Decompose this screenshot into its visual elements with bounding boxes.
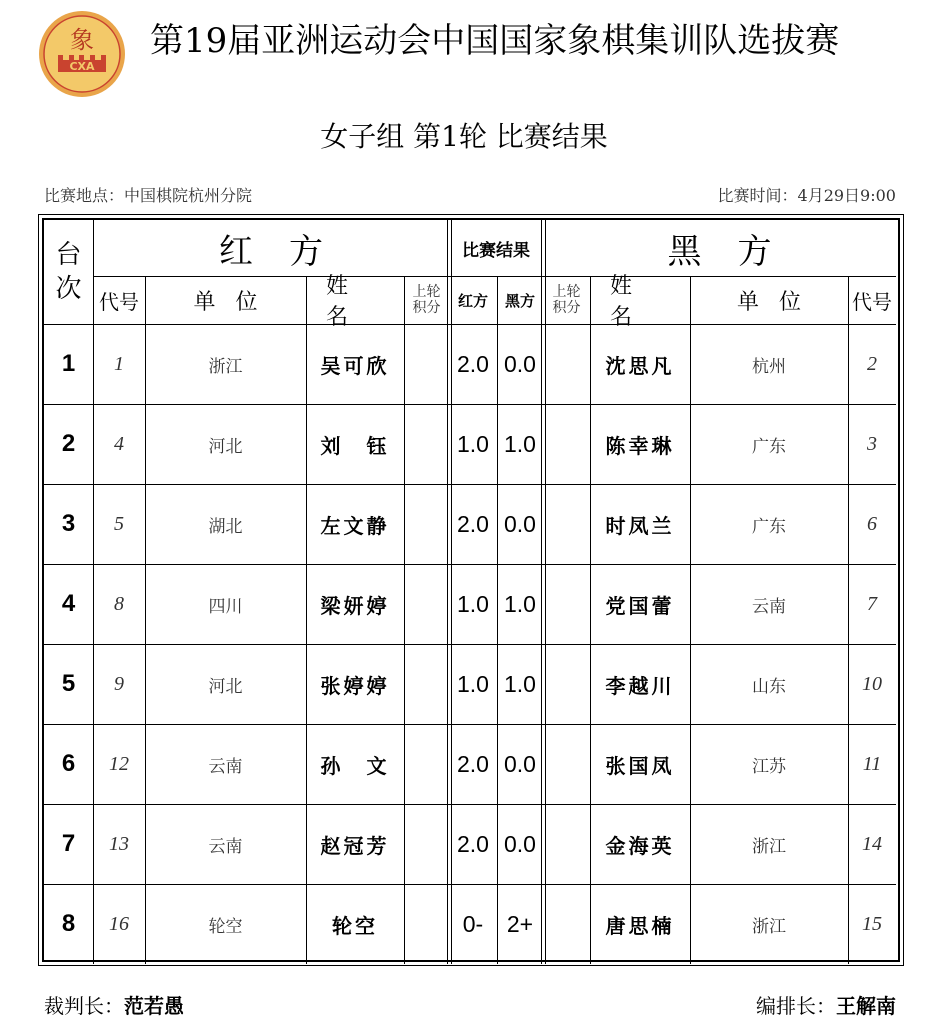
scheduler-name: 王解南 <box>836 994 896 1018</box>
red-code: 9 <box>114 672 124 695</box>
black-result: 0.0 <box>504 750 536 777</box>
black-result: 0.0 <box>504 350 536 377</box>
red-unit: 河北 <box>208 676 243 697</box>
referee-line <box>44 990 184 1019</box>
black-name: 张国凤 <box>605 753 675 778</box>
red-name: 轮空 <box>332 913 378 938</box>
black-result: 2+ <box>506 910 534 937</box>
black-code: 10 <box>862 672 882 695</box>
red-code: 4 <box>114 432 124 455</box>
red-code: 5 <box>114 512 124 535</box>
black-code: 6 <box>867 512 877 535</box>
col-red-prev-text: 上轮积分 <box>412 284 441 316</box>
red-result: 2.0 <box>457 510 489 537</box>
red-unit: 河北 <box>208 436 243 457</box>
black-name: 时凤兰 <box>605 513 675 538</box>
red-unit: 湖北 <box>208 516 243 537</box>
tai-header <box>44 220 93 324</box>
black-prev-score <box>543 404 590 484</box>
red-result: 2.0 <box>457 750 489 777</box>
red-name: 张婷婷 <box>320 673 390 698</box>
col-red-score: 红方 <box>457 291 488 310</box>
board-number: 4 <box>61 590 76 617</box>
tai-header-text: 台次 <box>55 240 82 304</box>
black-prev-score <box>543 644 590 724</box>
red-prev-score <box>404 324 449 404</box>
logo-glyph: 象 <box>70 26 94 54</box>
black-unit: 山东 <box>752 676 786 697</box>
red-name: 刘 钰 <box>320 433 390 458</box>
black-name: 金海英 <box>605 833 675 858</box>
referee-name: 范若愚 <box>124 994 184 1018</box>
col-black-prev-text: 上轮积分 <box>552 284 581 316</box>
board-number: 7 <box>61 830 76 857</box>
board-number: 5 <box>61 670 76 697</box>
page-subtitle: 女子组 第1轮 比赛结果 <box>320 120 608 153</box>
black-code: 2 <box>867 352 877 375</box>
black-unit: 广东 <box>752 516 786 537</box>
black-name: 党国蕾 <box>605 593 675 618</box>
col-red-prev <box>404 276 449 324</box>
red-result: 1.0 <box>457 430 489 457</box>
referee-label: 裁判长： <box>44 994 124 1018</box>
scheduler-label: 编排长： <box>756 994 836 1018</box>
col-black-unit: 单位 <box>736 289 821 315</box>
black-name: 李越川 <box>605 673 675 698</box>
red-unit: 云南 <box>208 836 243 857</box>
black-unit: 云南 <box>752 596 786 617</box>
time-text: 比赛时间：4月29日9:00 <box>717 186 896 205</box>
col-black-prev <box>543 276 590 324</box>
red-result: 2.0 <box>457 830 489 857</box>
red-name: 孙 文 <box>320 753 390 778</box>
red-name: 吴可欣 <box>320 353 390 378</box>
red-name: 梁妍婷 <box>320 593 390 618</box>
col-red-unit: 单位 <box>193 289 278 315</box>
red-name: 赵冠芳 <box>320 833 390 858</box>
black-prev-score <box>543 484 590 564</box>
black-side-header: 黑方 <box>667 231 808 272</box>
red-prev-score <box>404 404 449 484</box>
black-name: 唐思楠 <box>605 913 675 938</box>
col-red-code: 代号 <box>99 289 139 314</box>
black-unit: 杭州 <box>752 356 786 377</box>
black-unit: 浙江 <box>752 836 786 857</box>
result-header: 比赛结果 <box>462 240 530 261</box>
black-code: 3 <box>867 432 877 455</box>
col-black-score: 黑方 <box>504 291 535 310</box>
board-number: 3 <box>61 510 76 537</box>
black-name: 沈思凡 <box>605 353 675 378</box>
black-code: 11 <box>862 752 882 775</box>
black-unit: 广东 <box>752 436 786 457</box>
black-unit: 江苏 <box>752 756 786 777</box>
black-result: 1.0 <box>504 590 536 617</box>
red-result: 2.0 <box>457 350 489 377</box>
board-number: 8 <box>61 910 76 937</box>
red-unit: 浙江 <box>208 356 243 377</box>
board-number: 1 <box>61 350 76 377</box>
red-code: 13 <box>109 832 129 855</box>
scheduler-line <box>756 990 896 1019</box>
black-prev-score <box>543 324 590 404</box>
red-side-header: 红方 <box>219 231 359 272</box>
logo-text: CXA <box>69 60 95 73</box>
red-result: 1.0 <box>457 670 489 697</box>
red-unit: 四川 <box>208 596 243 617</box>
black-code: 7 <box>867 592 877 615</box>
black-result: 0.0 <box>504 830 536 857</box>
red-name: 左文静 <box>320 513 390 538</box>
red-code: 8 <box>114 592 124 615</box>
black-prev-score <box>543 724 590 804</box>
red-code: 1 <box>114 352 124 375</box>
black-code: 14 <box>862 832 882 855</box>
board-number: 2 <box>61 430 76 457</box>
col-black-code: 代号 <box>852 289 892 314</box>
black-prev-score <box>543 804 590 884</box>
black-prev-score <box>543 884 590 964</box>
red-prev-score <box>404 484 449 564</box>
black-result: 1.0 <box>504 430 536 457</box>
black-result: 0.0 <box>504 510 536 537</box>
col-black-name: 姓名 <box>610 274 653 330</box>
red-prev-score <box>404 644 449 724</box>
results-table <box>38 214 904 966</box>
red-result: 1.0 <box>457 590 489 617</box>
black-name: 陈幸琳 <box>605 433 675 458</box>
cxa-logo <box>38 10 126 98</box>
black-result: 1.0 <box>504 670 536 697</box>
red-code: 16 <box>109 912 129 935</box>
red-prev-score <box>404 724 449 804</box>
red-prev-score <box>404 884 449 964</box>
red-result: 0- <box>462 910 484 937</box>
col-red-name: 姓名 <box>326 274 369 330</box>
black-unit: 浙江 <box>752 916 786 937</box>
red-code: 12 <box>109 752 129 775</box>
board-number: 6 <box>61 750 76 777</box>
page-title: 第19届亚洲运动会中国国家象棋集训队选拔赛 <box>150 21 840 61</box>
red-unit: 轮空 <box>208 916 243 937</box>
venue-text: 比赛地点：中国棋院杭州分院 <box>44 186 253 205</box>
black-prev-score <box>543 564 590 644</box>
black-code: 15 <box>862 912 882 935</box>
red-prev-score <box>404 564 449 644</box>
red-unit: 云南 <box>208 756 243 777</box>
red-prev-score <box>404 804 449 884</box>
